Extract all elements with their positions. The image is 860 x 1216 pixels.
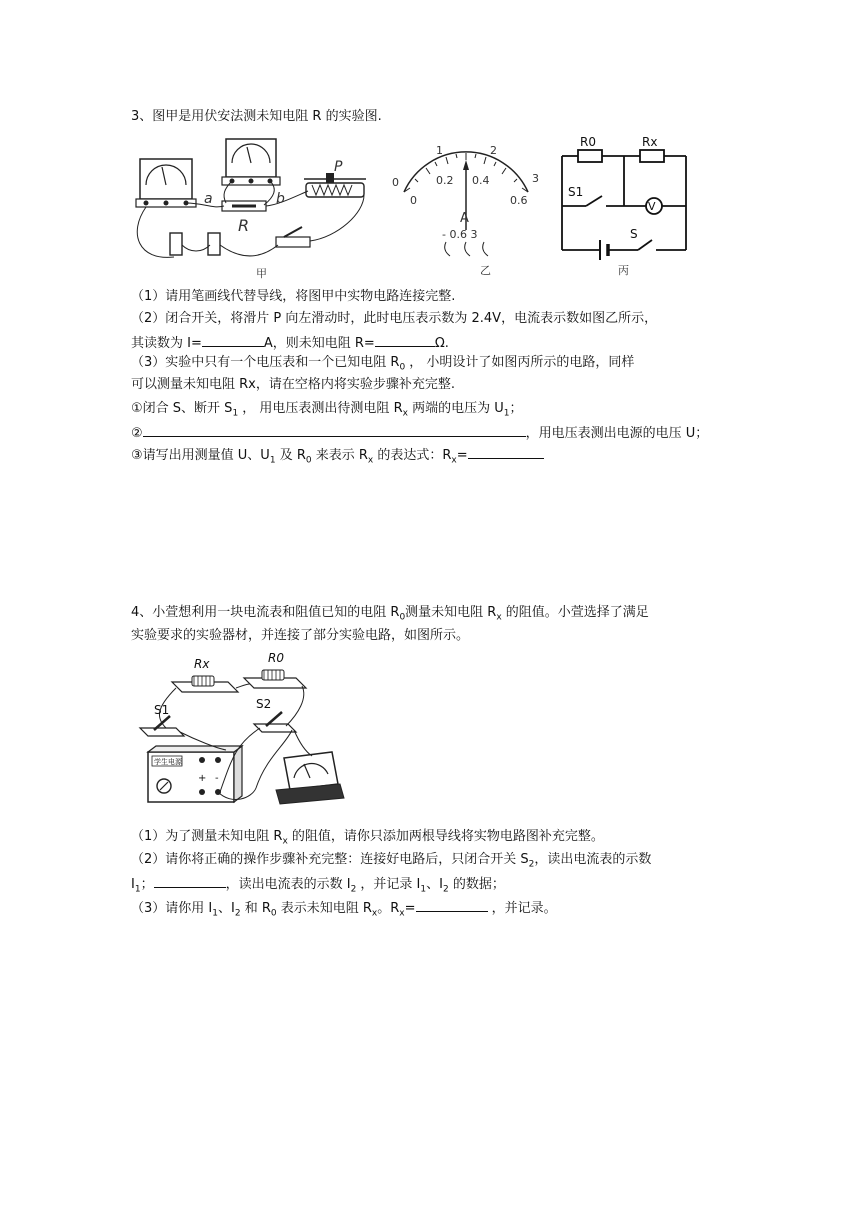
q4-part3: （3）请你用 $I_1$、$I_2$ 和 $R_0$ 表示未知电阻 $R_x$。$R_x=$ ，并记录。 [131, 897, 557, 918]
tick-1: 1 [436, 144, 443, 157]
battery-2 [208, 233, 220, 255]
label-p: P [334, 159, 343, 175]
label-s: S [630, 227, 638, 241]
power-supply-device [148, 746, 242, 802]
voltmeter-device [222, 139, 280, 185]
label-b: b [276, 191, 285, 207]
label-r: R [238, 216, 250, 235]
label-rx: Rx [642, 135, 658, 149]
q4-figure [136, 648, 346, 810]
q4-part2-line2: $I_1$； ，读出电流表的示数 $I_2$ ，并记录 $I_1$、$I_2$ 的数据； [131, 873, 505, 894]
q3-part2-line1: （2）闭合开关，将滑片 P 向左滑动时，此时电压表示数为 2.4V，电流表示数如图乙所示， [131, 311, 658, 326]
label-rx-q4: Rx [194, 657, 210, 671]
label-s1: S1 [568, 185, 584, 199]
blank-rx-q4[interactable] [416, 897, 488, 912]
q3-part2-line2: 其读数为 I= A，则未知电阻 R= Ω. [131, 332, 449, 353]
battery-1 [170, 233, 182, 255]
small-tick-0: 0 [410, 194, 417, 207]
q3-step3: ③请写出用测量值 U、$U_1$ 及 $R_0$ 来表示 $R_x$ 的表达式：$R_x=$ [131, 444, 544, 465]
ammeter-device-q4 [276, 752, 344, 804]
label-power-supply: 学生电源 [154, 758, 182, 766]
ammeter-device [136, 159, 196, 207]
rheostat-device [304, 173, 366, 197]
blank-step2[interactable] [143, 422, 526, 437]
resistor-r0-device [244, 670, 306, 688]
resistor-rx-device [172, 676, 238, 692]
caption-bing: 丙 [618, 264, 629, 276]
q3-part3-line2: 可以测量未知电阻 Rx，请在空格内将实验步骤补充完整. [131, 377, 455, 392]
q3-step1: ①闭合 S、断开 $S_1$ ， 用电压表测出待测电阻 $R_x$ 两端的电压为 $U_1$； [131, 401, 523, 419]
q3-step2: ② ，用电压表测出电源的电压 U； [131, 422, 708, 443]
small-tick-02: 0.2 [436, 174, 454, 187]
terminals: - 0.6 3 [442, 228, 478, 241]
q4-line1: 4、小萱想利用一块电流表和阻值已知的电阻 $R_0$测量未知电阻 $R_x$ 的阻值。小萱选择了满足 [131, 605, 649, 623]
q4-part2-line1: （2）请你将正确的操作步骤补充完整：连接好电路后，只闭合开关 $S_2$，读出电流表的示数 [131, 852, 652, 870]
q3-part3-line1: （3）实验中只有一个电压表和一个已知电阻 $R_0$ ， 小明设计了如图丙所示的电路，同样 [131, 355, 635, 373]
blank-current[interactable] [202, 332, 264, 347]
blank-resistance[interactable] [375, 332, 435, 347]
q4-part1: （1）为了测量未知电阻 $R_x$ 的阻值，请你只添加两根导线将实物电路图补充完整。 [131, 829, 604, 847]
tick-3: 3 [532, 172, 539, 185]
q3-figure-jia [128, 133, 388, 281]
q3-title: 3、图甲是用伏安法测未知电阻 R 的实验图. [131, 109, 382, 124]
label-a: a [204, 191, 213, 207]
resistor-r-device [222, 201, 266, 211]
switch-device [276, 227, 310, 247]
unit-a: A [460, 211, 469, 226]
switch-s1-device [140, 716, 184, 736]
tick-2: 2 [490, 144, 497, 157]
label-v: V [648, 200, 656, 213]
label-plus: + [198, 773, 207, 784]
label-minus: - [215, 773, 219, 784]
blank-rx-expression[interactable] [468, 444, 544, 459]
small-tick-06: 0.6 [510, 194, 528, 207]
caption-yi: 乙 [480, 264, 491, 277]
small-tick-04: 0.4 [472, 174, 490, 187]
label-r0: R0 [580, 135, 596, 149]
tick-0: 0 [392, 176, 399, 189]
q3-part1: （1）请用笔画线代替导线，将图甲中实物电路连接完整. [131, 289, 456, 304]
label-s1-q4: S1 [154, 703, 170, 717]
label-r0-q4: R0 [268, 651, 284, 665]
q3-figure-bing [556, 134, 696, 276]
q4-line2: 实验要求的实验器材，并连接了部分实验电路，如图所示。 [131, 628, 470, 643]
q3-figure-yi [386, 138, 546, 278]
label-s2-q4: S2 [256, 697, 272, 711]
caption-jia: 甲 [256, 267, 267, 280]
blank-step-q4[interactable] [154, 873, 226, 888]
